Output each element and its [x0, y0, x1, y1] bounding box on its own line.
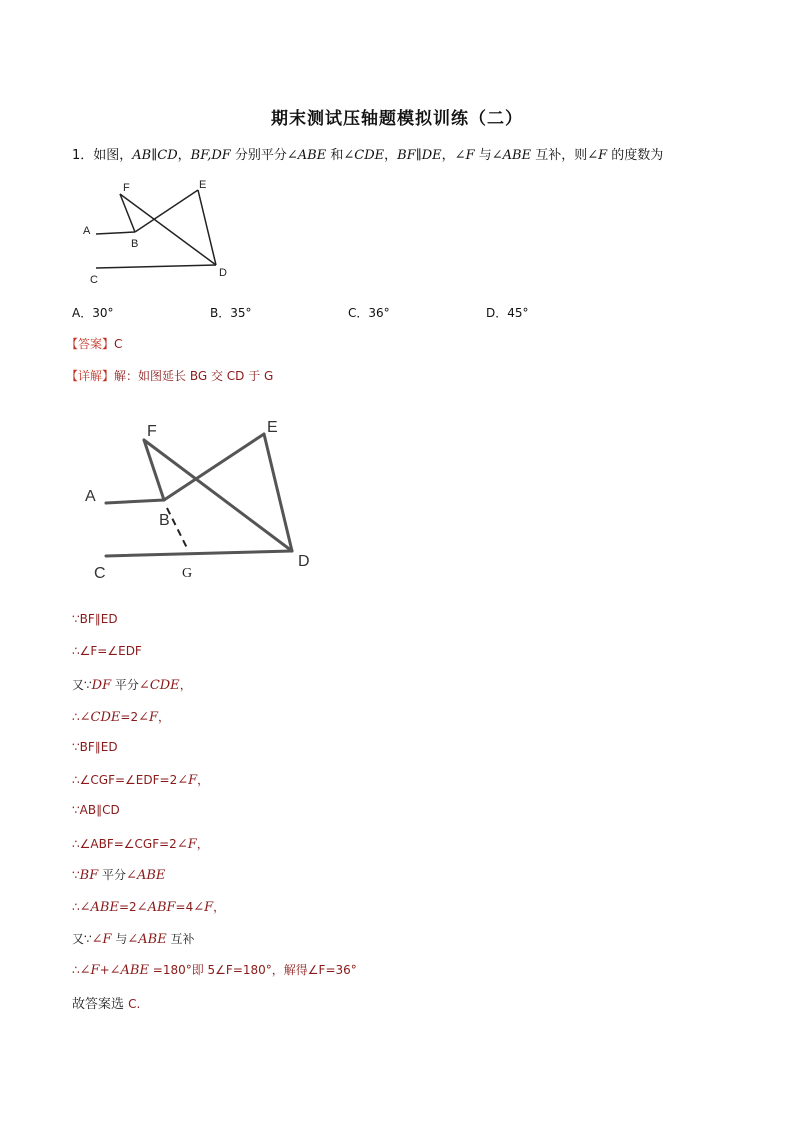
step-math: ∠ABF: [136, 900, 176, 915]
step-math: ∠F: [176, 837, 197, 852]
option-letter: A．: [72, 306, 93, 320]
label-a: A: [85, 488, 96, 505]
step-text: 又∵: [72, 932, 92, 946]
step-5: ∵BF∥ED: [72, 740, 118, 754]
math-bf-df: BF,DF: [190, 148, 231, 163]
final-text: 故答案选: [72, 997, 129, 1012]
math-angle-f: ∠F: [454, 148, 475, 163]
label-d: D: [298, 553, 310, 570]
answer-label: 【答案】: [66, 337, 115, 351]
page-title: 期末测试压轴题模拟训练（二）: [271, 109, 523, 129]
label-b: B: [131, 238, 139, 250]
option-d[interactable]: [486, 304, 529, 321]
step-text: 平分: [111, 678, 139, 692]
math-angle-abe: ∠ABE: [286, 148, 327, 163]
step-math: BF: [79, 868, 99, 883]
option-b[interactable]: [210, 304, 252, 321]
option-letter: D．: [486, 306, 508, 320]
option-value: 30°: [92, 306, 114, 320]
figure-2: [74, 410, 324, 588]
question-text: 和: [326, 148, 344, 163]
step-text: ，: [179, 678, 192, 692]
step-math: ∠ABE: [127, 932, 167, 947]
math-bf-parallel-de: BF∥DE: [397, 148, 442, 163]
step-text: =2: [120, 710, 139, 724]
math-angle-cde: ∠CDE: [343, 148, 385, 163]
step-text: ，: [158, 710, 171, 724]
step-text: +: [99, 963, 110, 977]
step-text: 平分: [98, 868, 127, 882]
step-math: DF: [91, 678, 112, 693]
step-6: [72, 771, 209, 788]
step-text: ∴∠ABF=∠CGF=2: [72, 837, 177, 851]
option-value: 36°: [368, 306, 390, 320]
step-math: ∠ABE: [79, 900, 119, 915]
step-text: ，: [197, 773, 210, 787]
step-8: [72, 835, 209, 852]
question-text: 如图，: [93, 148, 133, 163]
question-text: 分别平分: [230, 148, 287, 163]
step-text: ∴: [72, 900, 80, 914]
math-angle-abe: ∠ABE: [491, 148, 532, 163]
option-c[interactable]: [348, 304, 390, 321]
option-value: 45°: [507, 306, 529, 320]
step-text: ∴∠CGF=∠EDF=2: [72, 773, 178, 787]
step-text: ∴: [72, 963, 80, 977]
step-text: =4: [175, 900, 194, 914]
math-ab-parallel-cd: AB∥CD: [132, 148, 178, 163]
step-math: ∠F: [177, 773, 198, 788]
step-text: ∴: [72, 710, 80, 724]
label-a: A: [83, 225, 91, 237]
step-math: ∠CDE: [138, 678, 180, 693]
label-f: F: [147, 423, 157, 440]
label-e: E: [199, 179, 207, 191]
step-10: [72, 898, 225, 915]
option-letter: C．: [348, 306, 369, 320]
final-choice: C.: [128, 997, 141, 1011]
step-text: ∵: [72, 868, 80, 882]
question-text: 的度数为: [607, 148, 664, 163]
step-text: ，: [196, 837, 209, 851]
answer-line: [66, 335, 122, 352]
step-2: ∴∠F=∠EDF: [72, 644, 142, 658]
detail-line: [66, 367, 273, 384]
final-answer: [72, 993, 140, 1012]
step-text: ，: [213, 900, 226, 914]
label-b: B: [159, 512, 170, 529]
option-a[interactable]: [72, 304, 114, 321]
question-1: [72, 144, 663, 163]
step-7: ∵AB∥CD: [72, 803, 120, 817]
question-number: 1．: [72, 148, 94, 163]
option-value: 35°: [230, 306, 252, 320]
label-f: F: [123, 182, 130, 194]
step-text: 又∵: [72, 678, 92, 692]
option-letter: B．: [210, 306, 231, 320]
step-1: ∵BF∥ED: [72, 612, 118, 626]
step-math: ∠F: [79, 963, 100, 978]
step-math: ∠F: [91, 932, 112, 947]
step-11: [72, 930, 195, 947]
question-text: ，: [441, 148, 455, 163]
question-text: ，: [384, 148, 398, 163]
step-3: [72, 676, 192, 693]
label-c: C: [90, 274, 98, 286]
step-9: [72, 866, 165, 883]
detail-label: 【详解】: [66, 369, 115, 383]
step-math: ∠F: [193, 900, 214, 915]
label-c: C: [94, 565, 106, 582]
step-math: ∠F: [138, 710, 159, 725]
math-angle-f: ∠F: [587, 148, 608, 163]
step-text: 与: [111, 932, 128, 946]
question-text: 互补，则: [531, 148, 588, 163]
step-text: =180°即 5∠F=180°，解得∠F=36°: [148, 963, 357, 977]
question-text: 与: [474, 148, 492, 163]
step-math: ∠ABE: [109, 963, 149, 978]
detail-text: 解：如图延长 BG 交 CD 于 G: [114, 369, 274, 383]
step-text: =2: [118, 900, 137, 914]
step-math: ∠ABE: [126, 868, 166, 883]
label-d: D: [219, 267, 227, 279]
question-text: ，: [177, 148, 191, 163]
step-12: [72, 961, 357, 978]
figure-1: [78, 176, 248, 288]
step-math: ∠CDE: [79, 710, 121, 725]
label-g: G: [182, 566, 193, 581]
answer-value: C: [114, 337, 123, 351]
step-4: [72, 708, 170, 725]
label-e: E: [267, 419, 278, 436]
step-text: 互补: [166, 932, 195, 946]
